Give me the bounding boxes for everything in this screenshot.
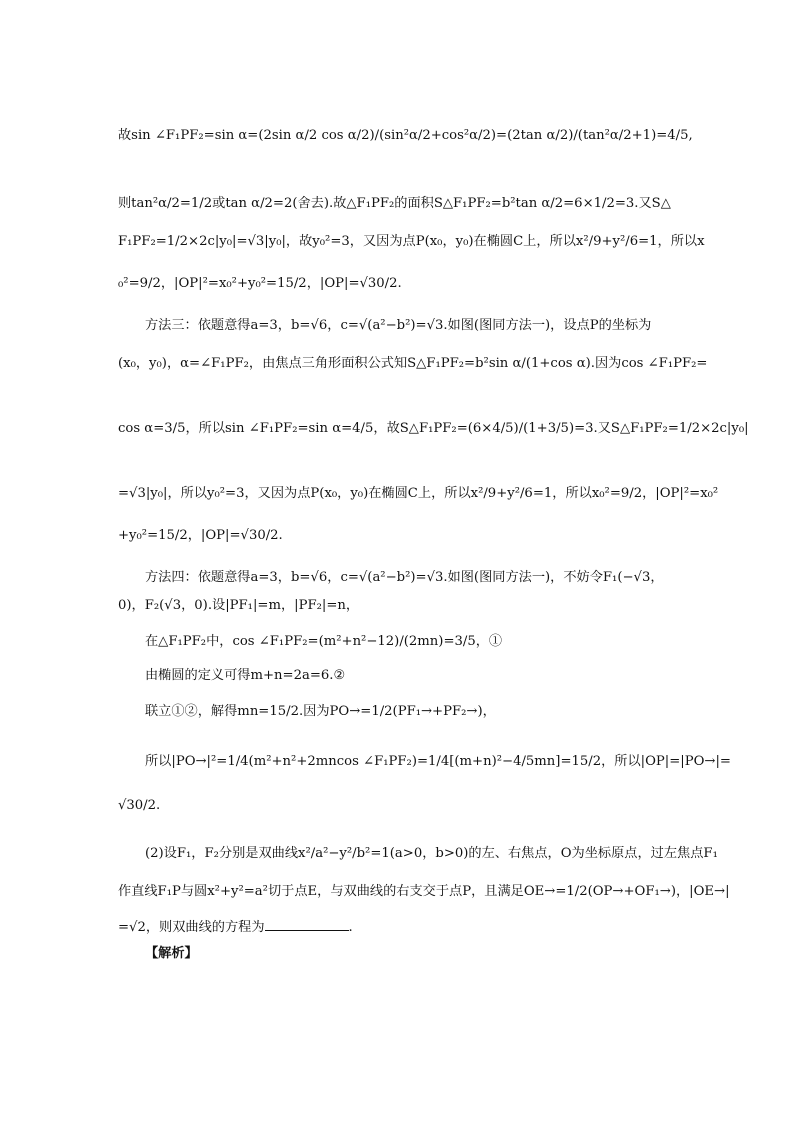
text-line: cos α=3/5，所以sin ∠F₁PF₂=sin α=4/5，故S△F₁PF₂=(6×4/5)/(1+3/5)=3.又S△F₁PF₂=1/2×2c|y₀| <box>118 421 749 436</box>
text-line: +y₀²=15/2，|OP|=√30/2. <box>118 528 283 543</box>
text-line: 故sin ∠F₁PF₂=sin α=(2sin α/2 cos α/2)/(sin²α/2+cos²α/2)=(2tan α/2)/(tan²α/2+1)=4/5, <box>118 128 693 143</box>
solution-label: 【解析】 <box>145 946 198 961</box>
text-line: 所以|PO→|²=1/4(m²+n²+2mncos ∠F₁PF₂)=1/4[(m+n)²−4/5mn]=15/2，所以|OP|=|PO→|= <box>145 754 731 769</box>
last-text-line <box>118 918 678 937</box>
text-line: F₁PF₂=1/2×2c|y₀|=√3|y₀|，故y₀²=3，又因为点P(x₀，y₀)在椭圆C上，所以x²/9+y²/6=1，所以x <box>118 234 705 249</box>
text-line: √30/2. <box>118 798 161 813</box>
text-line: 联立①②，解得mn=15/2.因为PO→=1/2(PF₁→+PF₂→)， <box>145 704 496 719</box>
text-line: 作直线F₁P与圆x²+y²=a²切于点E，与双曲线的右支交于点P，且满足OE→=1/2(OP→+OF₁→)，|OE→| <box>118 884 730 899</box>
text-line: (x₀，y₀)，α=∠F₁PF₂，由焦点三角形面积公式知S△F₁PF₂=b²sin α/(1+cos α).因为cos ∠F₁PF₂= <box>118 356 708 371</box>
text-line: 方法四：依题意得a=3，b=√6，c=√(a²−b²)=√3.如图(图同方法一)，不妨令F₁(−√3， <box>145 570 664 585</box>
answer-blank <box>265 918 349 931</box>
text-line: ₀²=9/2，|OP|²=x₀²+y₀²=15/2，|OP|=√30/2. <box>118 276 402 291</box>
text-line: =√2，则双曲线的方程为 <box>118 920 265 935</box>
text-line: 0)，F₂(√3，0).设|PF₁|=m，|PF₂|=n， <box>118 598 360 613</box>
text-line: =√3|y₀|，所以y₀²=3，又因为点P(x₀，y₀)在椭圆C上，所以x²/9+y²/6=1，所以x₀²=9/2，|OP|²=x₀² <box>118 486 719 501</box>
period: . <box>348 920 353 935</box>
text-line: 方法三：依题意得a=3，b=√6，c=√(a²−b²)=√3.如图(图同方法一)，设点P的坐标为 <box>145 318 652 333</box>
text-line: 由椭圆的定义可得m+n=2a=6.② <box>145 668 346 683</box>
text-line: 则tan²α/2=1/2或tan α/2=2(舍去).故△F₁PF₂的面积S△F₁PF₂=b²tan α/2=6×1/2=3.又S△ <box>118 196 671 211</box>
text-line: 在△F₁PF₂中，cos ∠F₁PF₂=(m²+n²−12)/(2mn)=3/5，① <box>145 634 503 649</box>
text-line: (2)设F₁，F₂分别是双曲线x²/a²−y²/b²=1(a>0，b>0)的左、右焦点，O为坐标原点，过左焦点F₁ <box>145 846 718 861</box>
